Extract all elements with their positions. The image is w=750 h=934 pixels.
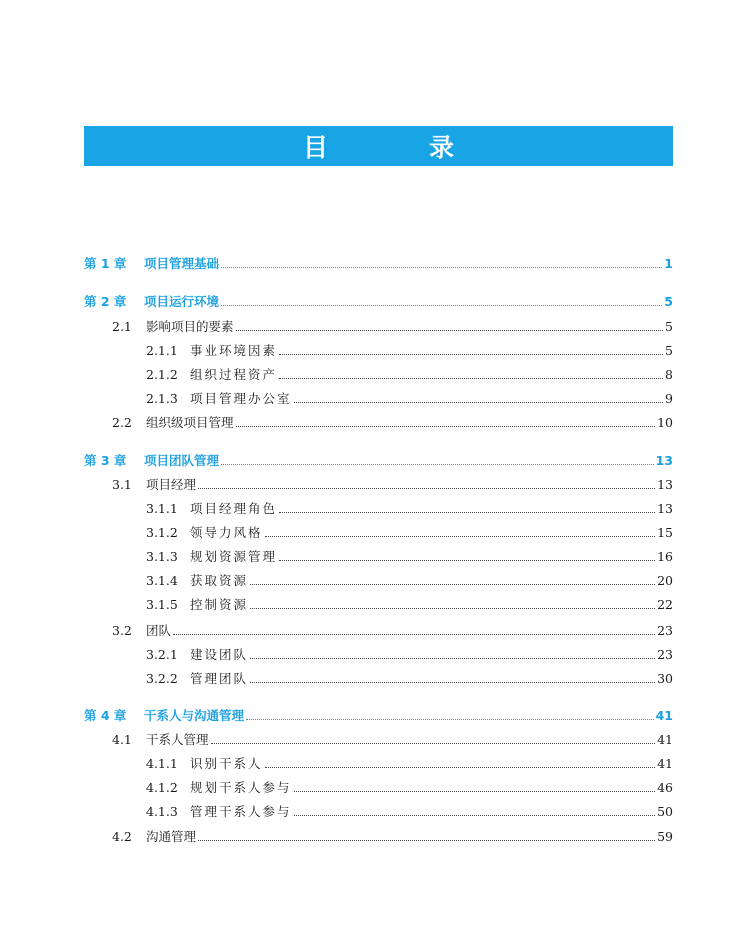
toc-entry-number: 第 2 章 <box>84 294 127 309</box>
toc-dot-leader <box>246 719 654 720</box>
toc-entry-title: 组织过程资产 <box>190 367 278 382</box>
toc-dot-leader <box>250 682 655 683</box>
toc-entry-number: 第 1 章 <box>84 256 127 271</box>
toc-entry-page-number: 13 <box>657 501 673 516</box>
toc-dot-leader <box>279 354 663 355</box>
toc-entry-number: 4.1 <box>112 732 132 747</box>
toc-title: 目 录 <box>302 133 492 162</box>
toc-entry-title: 领导力风格 <box>190 525 263 540</box>
toc-entry-title: 管理团队 <box>190 671 249 686</box>
toc-entry-subsection[interactable] <box>84 776 673 796</box>
toc-entry-page-number: 23 <box>657 623 673 638</box>
toc-entry-number: 3.1.4 <box>146 573 178 588</box>
toc-entry-section[interactable] <box>84 619 673 639</box>
toc-dot-leader <box>236 330 664 331</box>
toc-dot-leader <box>294 791 656 792</box>
toc-entry-number: 3.1.1 <box>146 501 178 516</box>
toc-entry-section[interactable] <box>84 728 673 748</box>
toc-entry-page-number: 8 <box>665 367 673 382</box>
toc-entry-title: 项目管理基础 <box>144 256 220 271</box>
toc-entry-number: 3.1.2 <box>146 525 178 540</box>
toc-entry-number: 第 3 章 <box>84 453 127 468</box>
toc-dot-leader <box>250 658 655 659</box>
toc-entry-subsection[interactable] <box>84 800 673 820</box>
toc-entry-page-number: 41 <box>657 732 673 747</box>
toc-entry-page-number: 16 <box>657 549 673 564</box>
toc-entry-title: 识别干系人 <box>190 756 263 771</box>
toc-dot-leader <box>198 840 655 841</box>
toc-entry-number: 2.1.2 <box>146 367 178 382</box>
toc-entry-chapter[interactable] <box>84 290 673 310</box>
toc-entry-title: 组织级项目管理 <box>146 415 234 430</box>
toc-entry-title: 项目管理办公室 <box>190 391 292 406</box>
toc-entry-page-number: 41 <box>655 708 673 723</box>
toc-entry-page-number: 5 <box>664 294 673 309</box>
toc-entry-subsection[interactable] <box>84 363 673 383</box>
toc-entry-page-number: 10 <box>657 415 673 430</box>
toc-dot-leader <box>173 634 655 635</box>
toc-entry-page-number: 13 <box>655 453 673 468</box>
toc-title-bar <box>84 126 673 166</box>
toc-entry-subsection[interactable] <box>84 497 673 517</box>
toc-entry-number: 3.1.3 <box>146 549 178 564</box>
toc-entry-page-number: 13 <box>657 477 673 492</box>
toc-entry-chapter[interactable] <box>84 704 673 724</box>
toc-entry-page-number: 20 <box>657 573 673 588</box>
toc-dot-leader <box>279 512 655 513</box>
toc-entry-title: 建设团队 <box>190 647 249 662</box>
toc-dot-leader <box>279 378 663 379</box>
toc-entry-section[interactable] <box>84 315 673 335</box>
toc-entry-chapter[interactable] <box>84 449 673 469</box>
toc-entry-title: 影响项目的要素 <box>146 319 234 334</box>
toc-dot-leader <box>250 584 655 585</box>
toc-dot-leader <box>221 267 662 268</box>
toc-entry-number: 2.2 <box>112 415 132 430</box>
toc-entry-title: 项目运行环境 <box>144 294 220 309</box>
toc-entry-number: 2.1 <box>112 319 132 334</box>
toc-dot-leader <box>211 743 656 744</box>
toc-dot-leader <box>265 767 656 768</box>
toc-entry-number: 3.1 <box>112 477 132 492</box>
toc-entry-page-number: 5 <box>665 343 673 358</box>
toc-entry-title: 控制资源 <box>190 597 249 612</box>
toc-dot-leader <box>221 464 654 465</box>
toc-dot-leader <box>221 305 662 306</box>
toc-entry-page-number: 1 <box>664 256 673 271</box>
toc-entry-subsection[interactable] <box>84 545 673 565</box>
toc-entry-page-number: 9 <box>665 391 673 406</box>
toc-entry-page-number: 30 <box>657 671 673 686</box>
toc-entry-title: 事业环境因素 <box>190 343 278 358</box>
toc-entry-number: 3.1.5 <box>146 597 178 612</box>
toc-entry-title: 沟通管理 <box>146 829 197 844</box>
toc-dot-leader <box>294 402 664 403</box>
toc-entry-section[interactable] <box>84 411 673 431</box>
toc-entry-number: 2.1.1 <box>146 343 178 358</box>
toc-entry-number: 3.2 <box>112 623 132 638</box>
toc-entry-section[interactable] <box>84 473 673 493</box>
toc-entry-page-number: 15 <box>657 525 673 540</box>
toc-entry-subsection[interactable] <box>84 667 673 687</box>
toc-dot-leader <box>236 426 656 427</box>
toc-entry-subsection[interactable] <box>84 593 673 613</box>
toc-entry-title: 项目经理角色 <box>190 501 278 516</box>
toc-entry-number: 2.1.3 <box>146 391 178 406</box>
toc-entry-title: 干系人与沟通管理 <box>144 708 245 723</box>
toc-dot-leader <box>294 815 656 816</box>
toc-entry-page-number: 46 <box>657 780 673 795</box>
toc-entry-title: 规划干系人参与 <box>190 780 292 795</box>
toc-entry-page-number: 23 <box>657 647 673 662</box>
toc-entry-number: 4.1.1 <box>146 756 178 771</box>
toc-entry-title: 获取资源 <box>190 573 249 588</box>
toc-dot-leader <box>198 488 655 489</box>
toc-entry-title: 项目团队管理 <box>144 453 220 468</box>
toc-entry-number: 4.1.3 <box>146 804 178 819</box>
toc-entry-number: 4.1.2 <box>146 780 178 795</box>
toc-dot-leader <box>250 608 655 609</box>
toc-entry-title: 规划资源管理 <box>190 549 278 564</box>
toc-entry-number: 3.2.1 <box>146 647 178 662</box>
toc-entry-subsection[interactable] <box>84 521 673 541</box>
toc-entry-page-number: 22 <box>657 597 673 612</box>
toc-entry-page-number: 5 <box>665 319 673 334</box>
toc-entry-title: 干系人管理 <box>146 732 209 747</box>
toc-entry-number: 第 4 章 <box>84 708 127 723</box>
toc-dot-leader <box>265 536 656 537</box>
toc-entry-subsection[interactable] <box>84 752 673 772</box>
toc-entry-subsection[interactable] <box>84 569 673 589</box>
toc-entry-subsection[interactable] <box>84 643 673 663</box>
toc-entry-number: 3.2.2 <box>146 671 178 686</box>
toc-entry-title: 项目经理 <box>146 477 197 492</box>
toc-entry-page-number: 41 <box>657 756 673 771</box>
toc-entry-title: 管理干系人参与 <box>190 804 292 819</box>
toc-entry-number: 4.2 <box>112 829 132 844</box>
toc-entry-title: 团队 <box>146 623 172 638</box>
toc-entry-page-number: 50 <box>657 804 673 819</box>
toc-dot-leader <box>279 560 655 561</box>
toc-entry-subsection[interactable] <box>84 339 673 359</box>
toc-entry-page-number: 59 <box>657 829 673 844</box>
toc-entry-chapter[interactable] <box>84 252 673 272</box>
toc-entry-section[interactable] <box>84 825 673 845</box>
toc-entry-subsection[interactable] <box>84 387 673 407</box>
